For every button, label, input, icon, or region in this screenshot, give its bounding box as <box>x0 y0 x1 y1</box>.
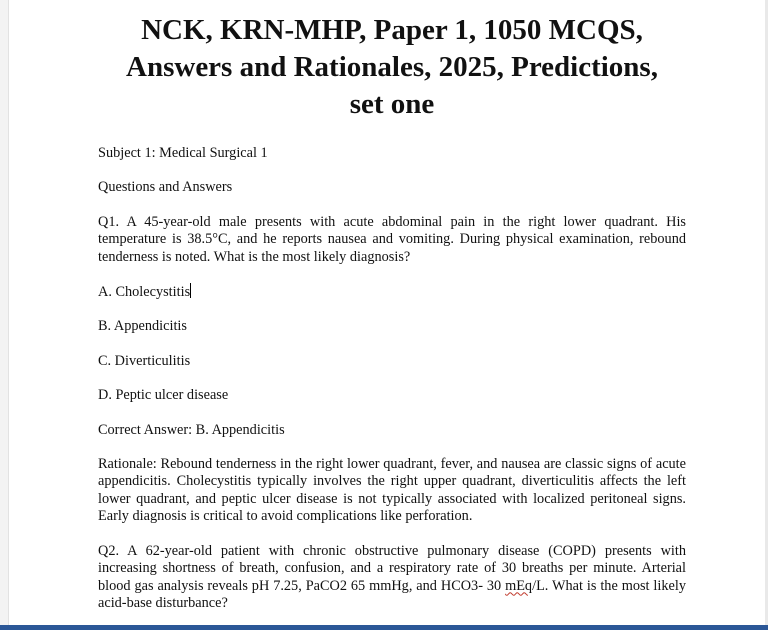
q2-question <box>98 543 686 613</box>
q2-question-text-1: Q2. A 62-year-old patient with chronic obstructive pulmonary disease (COPD) presents with increasing shortness of breath, confusion, and a respiratory rate of 30 breaths per minute. Arterial blood gas analysis reveals pH 7.25, PaCO2 65 mmHg, and HCO3- 30 <box>98 542 686 594</box>
subject-line: Subject 1: Medical Surgical 1 <box>98 145 268 161</box>
title-line-3: set one <box>349 88 435 120</box>
q2-question-text-2: /L. What is the most likely acid-base disturbance? <box>98 577 686 611</box>
q1-option-b: B. Appendicitis <box>98 318 187 335</box>
bottom-status-bar <box>0 625 768 630</box>
q1-option-d: D. Peptic ulcer disease <box>98 387 229 404</box>
q1-option-a <box>98 283 686 301</box>
q1-rationale: Rationale: Rebound tenderness in the right lower quadrant, fever, and nausea are classic signs of acute appendicitis. Cholecystitis typically involves the right upper quadrant, diverticulitis affects the left lower quadrant, and peptic ulcer disease is not typically associated with localized peritoneal signs. Early diagnosis is critical to avoid complications like perforation. <box>98 456 686 525</box>
title-line-2: Answers and Rationales, 2025, Predictions, <box>126 51 658 83</box>
title-line-1: NCK, KRN-MHP, Paper 1, 1050 MCQS, <box>141 14 643 46</box>
spellcheck-flagged-word[interactable]: mEq <box>505 577 533 594</box>
q1-question: Q1. A 45-year-old male presents with acute abdominal pain in the right lower quadrant. His temperature is 38.5°C, and he reports nausea and vomiting. During physical examination, rebound tenderness is noted. What is the most likely diagnosis? <box>98 213 686 265</box>
q1-option-c: C. Diverticulitis <box>98 352 191 369</box>
section-heading: Questions and Answers <box>98 179 233 196</box>
q1-option-a-text: A. Cholecystitis <box>98 284 191 301</box>
q1-correct-answer: Correct Answer: B. Appendicitis <box>98 421 285 438</box>
document-title <box>98 12 686 123</box>
document-page[interactable] <box>98 12 686 629</box>
left-margin-strip <box>0 0 9 630</box>
text-cursor <box>190 283 191 298</box>
